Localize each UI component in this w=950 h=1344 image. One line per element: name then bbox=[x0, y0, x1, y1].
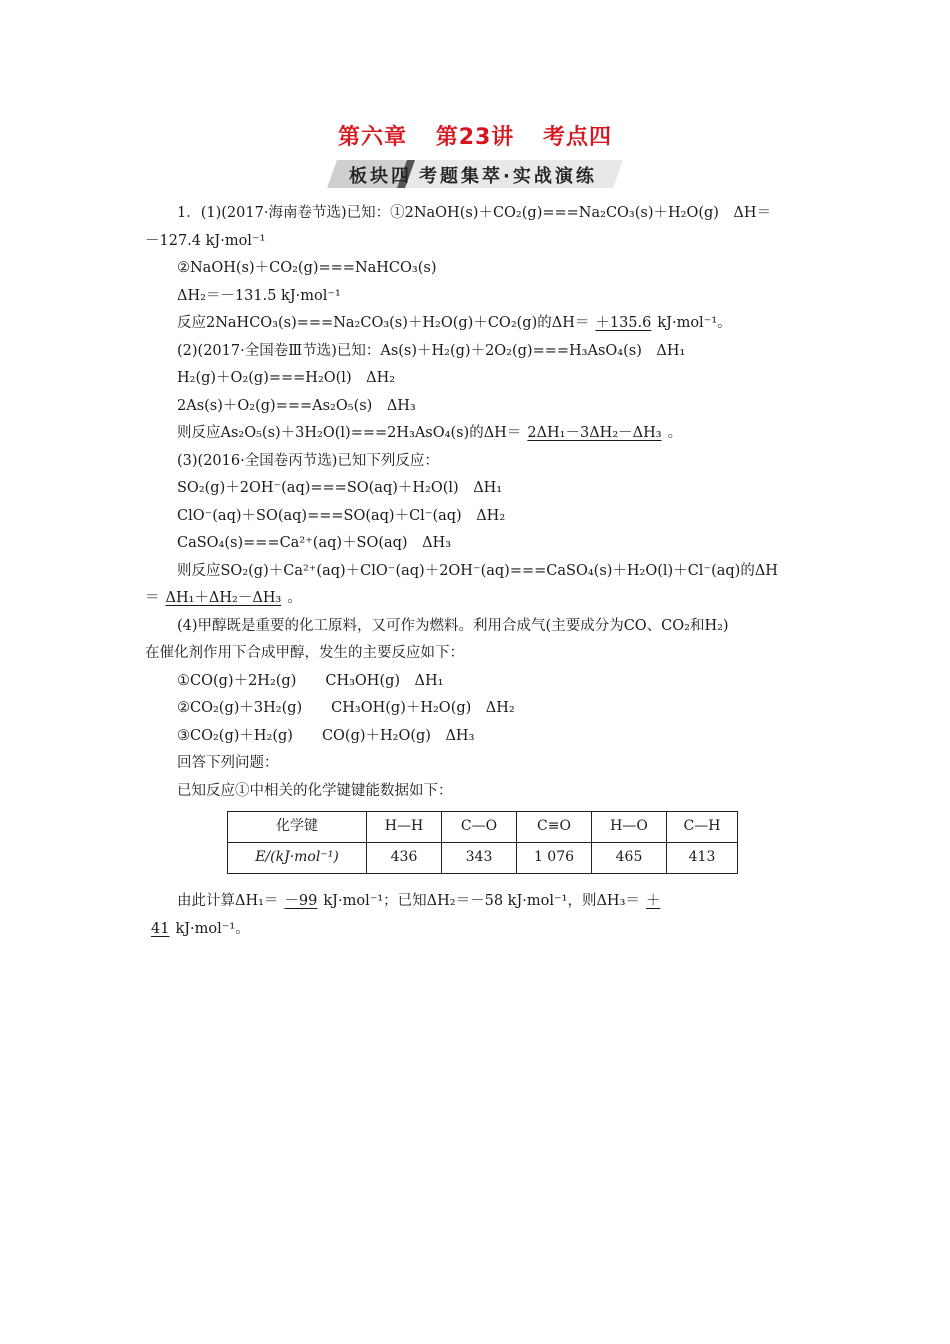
q1-p1-eq1: ①2NaOH(s)＋CO₂(g)===Na₂CO₃(s)＋H₂O(g) ΔH＝ bbox=[390, 205, 772, 221]
q1-p4-answer2-sign: ＋ bbox=[645, 893, 661, 909]
q1-p2-answer: 2ΔH₁－3ΔH₂－ΔH₃ bbox=[527, 425, 662, 441]
q1-p4-calc bbox=[145, 888, 810, 916]
table-cell: 465 bbox=[592, 843, 667, 874]
table-header-cell: C—H bbox=[667, 812, 738, 843]
table-cell: E/(kJ·mol⁻¹) bbox=[228, 843, 367, 874]
q1-p3-eq2: ClO⁻(aq)＋SO(aq)===SO(aq)＋Cl⁻(aq) ΔH₂ bbox=[177, 507, 506, 524]
q1-p4-calc-text: 由此计算ΔH₁＝ bbox=[177, 893, 279, 909]
table-header-cell: H—H bbox=[367, 812, 442, 843]
q1-p4-eq2: ②CO₂(g)＋3H₂(g) CH₃OH(g)＋H₂O(g) ΔH₂ bbox=[177, 700, 515, 716]
q1-p3-eq1: SO₂(g)＋2OH⁻(aq)===SO(aq)＋H₂O(l) ΔH₁ bbox=[177, 480, 503, 496]
table-header-row bbox=[228, 812, 738, 843]
q1-p4-intro1: (4)甲醇既是重要的化工原料，又可作为燃料。利用合成气(主要成分为CO、CO₂和H₂) bbox=[177, 617, 729, 634]
table-header-cell: C—O bbox=[442, 812, 517, 843]
q1-p3-eq3: CaSO₄(s)===Ca²⁺(aq)＋SO(aq) ΔH₃ bbox=[177, 535, 452, 551]
q1-p2-ask-end: 。 bbox=[667, 425, 683, 441]
q1-p1-dh2: ΔH₂＝－131.5 kJ·mol⁻¹ bbox=[177, 287, 341, 304]
table-cell: 436 bbox=[367, 843, 442, 874]
bond-energy-table bbox=[227, 811, 738, 874]
chapter-title bbox=[0, 120, 950, 151]
q1-p1-ask-text: 反应2NaHCO₃(s)===Na₂CO₃(s)＋H₂O(g)＋CO₂(g)的ΔH＝ bbox=[177, 315, 590, 331]
table-row bbox=[228, 843, 738, 874]
point-label: 考点四 bbox=[542, 125, 612, 150]
q1-p4-calc-mid: kJ·mol⁻¹；已知ΔH₂＝－58 kJ·mol⁻¹，则ΔH₃＝ bbox=[323, 893, 640, 909]
q1-p4-answer-prompt: 回答下列问题： bbox=[177, 755, 279, 771]
lesson-label: 第23讲 bbox=[435, 125, 515, 150]
question-body bbox=[145, 200, 810, 943]
banner-right-text: 考题集萃·实战演练 bbox=[419, 166, 597, 187]
banner-left-text: 板块四 bbox=[349, 166, 412, 187]
section-banner bbox=[327, 158, 623, 190]
q1-p1-line2: －127.4 kJ·mol⁻¹ bbox=[145, 232, 266, 249]
chapter-label: 第六章 bbox=[338, 125, 408, 150]
q1-p4-answer1: －99 bbox=[284, 893, 318, 909]
table-header-cell: 化学键 bbox=[228, 812, 367, 843]
q1-p3-ask-end: 。 bbox=[287, 590, 302, 606]
table-header-cell: H—O bbox=[592, 812, 667, 843]
q1-p1-ask-unit: kJ·mol⁻¹。 bbox=[657, 315, 732, 331]
q1-p1-eq2: ②NaOH(s)＋CO₂(g)===NaHCO₃(s) bbox=[177, 260, 437, 276]
q1-p2-ask bbox=[145, 420, 810, 448]
q1-p4-answer2-value: 41 bbox=[151, 920, 170, 937]
table-header-cell: C≡O bbox=[517, 812, 592, 843]
q1-p2-ask-text: 则反应As₂O₅(s)＋3H₂O(l)===2H₃AsO₄(s)的ΔH＝ bbox=[177, 425, 522, 441]
q1-p4-intro2: 在催化剂作用下合成甲醇，发生的主要反应如下： bbox=[145, 645, 464, 661]
table-cell: 413 bbox=[667, 843, 738, 874]
table-cell: 343 bbox=[442, 843, 517, 874]
q1-p3-answer: ΔH₁＋ΔH₂－ΔH₃ bbox=[165, 590, 282, 606]
q1-p4-eq1: ①CO(g)＋2H₂(g) CH₃OH(g) ΔH₁ bbox=[177, 672, 444, 689]
q1-p4-calc-line2 bbox=[145, 916, 810, 944]
q1-p4-eq3: ③CO₂(g)＋H₂(g) CO(g)＋H₂O(g) ΔH₃ bbox=[177, 727, 475, 744]
q1-p1-ask bbox=[145, 310, 810, 338]
q1-p4-calc-unit: kJ·mol⁻¹。 bbox=[175, 920, 250, 937]
q1-p2-source: (2)(2017·全国卷Ⅲ节选)已知：As(s)＋H₂(g)＋2O₂(g)===H₃AsO₄(s) ΔH₁ bbox=[177, 342, 686, 359]
table-cell: 1 076 bbox=[517, 843, 592, 874]
q1-p1-source: (1)(2017·海南卷节选)已知： bbox=[200, 205, 391, 221]
q1-p2-eq2: H₂(g)＋O₂(g)===H₂O(l) ΔH₂ bbox=[177, 370, 396, 386]
q1-p3-source: (3)(2016·全国卷丙节选)已知下列反应： bbox=[177, 452, 439, 469]
q1-p2-eq3: 2As(s)＋O₂(g)===As₂O₅(s) ΔH₃ bbox=[177, 397, 416, 414]
q1-p3-ask-eq: ＝ bbox=[145, 590, 160, 606]
q1-p1-line1 bbox=[145, 200, 810, 228]
q1-number: 1． bbox=[177, 205, 201, 221]
q1-p1-answer: ＋135.6 bbox=[595, 315, 652, 331]
q1-p4-table-intro: 已知反应①中相关的化学键键能数据如下： bbox=[177, 782, 453, 799]
q1-p3-ask: 则反应SO₂(g)＋Ca²⁺(aq)＋ClO⁻(aq)＋2OH⁻(aq)===CaSO₄(s)＋H₂O(l)＋Cl⁻(aq)的ΔH bbox=[177, 562, 778, 579]
q1-p3-ask-line2 bbox=[145, 585, 810, 613]
